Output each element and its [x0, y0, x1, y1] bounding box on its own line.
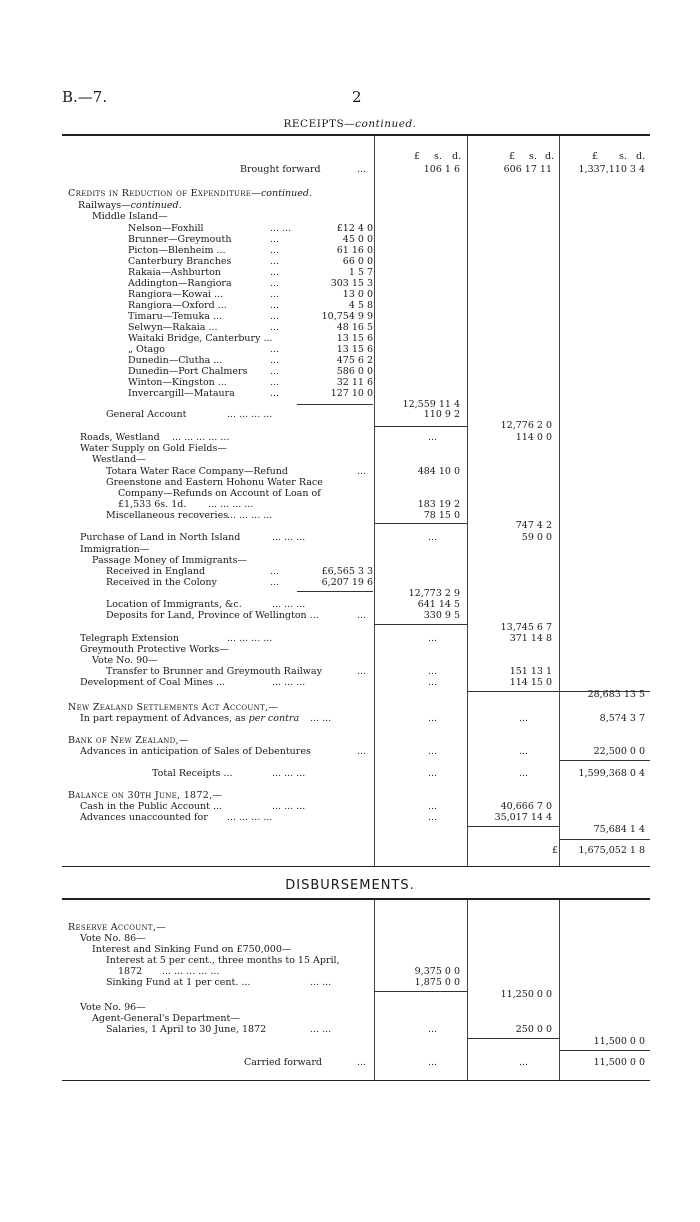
greenstone-line-3: £1,533 6s. 1d. ... ... ... ... 183 19 2 — [118, 499, 460, 510]
document-code: B.—7. — [62, 88, 108, 106]
railway-item-dots: ... — [270, 245, 280, 256]
railway-item-label: Rangiora—Kowai ... — [128, 289, 224, 300]
currency-header-row: £ s. d. £ s. d. £ s. d. — [414, 151, 646, 162]
vote-90-heading: Vote No. 90— — [92, 655, 158, 666]
received-colony-row: Received in the Colony ... 6,207 19 6 — [106, 577, 373, 588]
railway-item-value: 303 15 3 — [330, 278, 373, 289]
received-england-row: Received in England ... £6,565 3 3 — [106, 566, 373, 577]
railway-item-dots: ... ... — [270, 223, 292, 234]
railway-item-label: Nelson—Foxhill — [128, 223, 204, 234]
railway-item-value: 4 5 8 — [348, 300, 373, 311]
disbursements-title: DISBURSEMENTS. — [285, 878, 415, 893]
vote-86-heading: Vote No. 86— — [80, 933, 146, 944]
railway-item-value: 13 15 6 — [336, 333, 373, 344]
greenstone-line-2: Company—Refunds on Account of Loan of — [118, 488, 321, 499]
location-immigrants-row: Location of Immigrants, &c. ... ... ... 641 14 5 — [106, 599, 460, 610]
grand-total-row: £ 1,675,052 1 8 — [552, 845, 645, 856]
railway-item-value: 13 15 6 — [336, 344, 373, 355]
railway-item-value: 475 6 2 — [336, 355, 373, 366]
railway-item-dots: ... — [270, 377, 280, 388]
railway-item-label: Rakaia—Ashburton — [128, 267, 221, 278]
coal-mines-row: Development of Coal Mines ... ... ... ... ... 114 15 0 — [80, 677, 552, 688]
salaries-row: Salaries, 1 April to 30 June, 1872 ... ... ... 250 0 0 — [106, 1024, 552, 1035]
railway-item-dots: ... — [270, 366, 280, 377]
receipts-title: RECEIPTS—continued. — [283, 118, 417, 130]
railway-item-label: Canterbury Branches — [128, 256, 232, 267]
railway-item-label: Addington—Rangiora — [128, 278, 232, 289]
disbursements-table — [62, 898, 650, 1081]
page-number: 2 — [352, 88, 362, 106]
railway-item-value: 32 11 6 — [336, 377, 373, 388]
railway-item-dots: ... — [270, 256, 280, 267]
railway-item-value: 586 0 0 — [336, 366, 373, 377]
deposits-land-row: Deposits for Land, Province of Wellington ... ... 330 9 5 — [106, 610, 460, 621]
balance-total-row: 75,684 1 4 — [593, 824, 645, 835]
railway-item-label: Winton—Kingston ... — [128, 377, 227, 388]
railway-item-dots: ... — [270, 267, 280, 278]
credits-heading: Credits in Reduction of Expenditure—continued. — [68, 188, 312, 199]
brought-forward-row: Brought forward ... 106 1 6 606 17 11 1,337,110 3 4 — [240, 164, 645, 175]
totara-row: Totara Water Race Company—Refund ... 484 10 0 — [106, 466, 460, 477]
interest-line-2: 1872 ... ... ... ... ... 9,375 0 0 — [118, 966, 460, 977]
telegraph-row: Telegraph Extension ... ... ... ... ... 371 14 8 — [80, 633, 552, 644]
water-supply-heading: Water Supply on Gold Fields— — [80, 443, 227, 454]
railway-item-dots: ... — [270, 388, 280, 399]
purchase-land-row: Purchase of Land in North Island ... ... ... ... 59 0 0 — [80, 532, 552, 543]
vote-86-total-row: 11,250 0 0 — [500, 989, 552, 1000]
greenstone-line-1: Greenstone and Eastern Hohonu Water Race — [106, 477, 323, 488]
sinking-fund-row: Sinking Fund at 1 per cent. ... ... ... 1,875 0 0 — [106, 977, 460, 988]
general-account-row: General Account ... ... ... ... 110 9 2 — [106, 409, 460, 420]
water-supply-total-row: 747 4 2 — [515, 520, 552, 531]
railway-item-label: Picton—Blenheim ... — [128, 245, 226, 256]
balance-heading: Balance on 30th June, 1872,— — [68, 790, 223, 801]
railway-item-dots: ... — [270, 234, 280, 245]
greymouth-heading: Greymouth Protective Works— — [80, 644, 229, 655]
railway-item-dots: ... — [270, 322, 280, 333]
westland-heading: Westland— — [92, 454, 146, 465]
railway-item-value: 48 16 5 — [336, 322, 373, 333]
railway-item-value: 10,754 9 9 — [321, 311, 373, 322]
railway-item-dots: ... — [270, 278, 280, 289]
railway-item-label: Brunner—Greymouth — [128, 234, 232, 245]
interest-sinking-heading: Interest and Sinking Fund on £750,000— — [92, 944, 292, 955]
railway-item-label: Dunedin—Clutha ... — [128, 355, 223, 366]
interest-line-1: Interest at 5 per cent., three months to 15 April, — [106, 955, 340, 966]
railway-item-dots: ... — [270, 300, 280, 311]
passage-money-heading: Passage Money of Immigrants— — [92, 555, 248, 566]
railway-item-dots: ... — [270, 344, 280, 355]
railway-item-value: 61 16 0 — [336, 245, 373, 256]
railway-item-value: 66 0 0 — [342, 256, 373, 267]
railway-item-label: Waitaki Bridge, Canterbury ... — [128, 333, 273, 344]
misc-recoveries-row: Miscellaneous recoveries ... ... ... ... 78 15 0 — [106, 510, 460, 521]
bank-nz-row: Advances in anticipation of Sales of Debentures ... ... ... 22,500 0 0 — [80, 746, 645, 757]
vote-96-heading: Vote No. 96— — [80, 1002, 146, 1013]
bank-nz-heading: Bank of New Zealand,— — [68, 735, 189, 746]
transfer-row: Transfer to Brunner and Greymouth Railway ... ... 151 13 1 — [106, 666, 552, 677]
railways-total-row: 12,776 2 0 — [500, 420, 552, 431]
advances-unaccounted-row: Advances unaccounted for ... ... ... ... ... 35,017 14 4 — [80, 812, 552, 823]
railway-item-label: Dunedin—Port Chalmers — [128, 366, 248, 377]
passage-total-row: 12,773 2 9 — [408, 588, 460, 599]
railway-subtotal-row: 12,559 11 4 — [402, 399, 460, 410]
railway-item-dots: ... — [270, 311, 280, 322]
total-receipts-row: Total Receipts ... ... ... ... ... ... 1,599,368 0 4 — [152, 768, 645, 779]
railway-item-value: £12 4 0 — [336, 223, 373, 234]
middle-island-heading: Middle Island— — [92, 211, 168, 222]
reserve-account-heading: Reserve Account,— — [68, 922, 166, 933]
railway-item-value: 1 5 7 — [348, 267, 373, 278]
agent-general-heading: Agent-General's Department— — [92, 1013, 240, 1024]
railway-item-dots: ... — [270, 289, 280, 300]
roads-westland-row: Roads, Westland ... ... ... ... ... ... 114 0 0 — [80, 432, 552, 443]
reserve-total-row: 11,500 0 0 — [593, 1036, 645, 1047]
immigration-total-row: 13,745 6 7 — [500, 622, 552, 633]
cash-public-account-row: Cash in the Public Account ... ... ... ... ... 40,666 7 0 — [80, 801, 552, 812]
railway-item-label: „ Otago — [128, 344, 166, 355]
railway-item-dots: ... — [270, 355, 280, 366]
nz-settlements-row: In part repayment of Advances, as per contra ... ... ... ... 8,574 3 7 — [80, 713, 645, 724]
railway-item-value: 127 10 0 — [330, 388, 373, 399]
credits-total-row: 28,683 13 5 — [587, 689, 645, 700]
receipts-table — [62, 134, 650, 867]
railway-item-label: Timaru—Temuka ... — [128, 311, 223, 322]
carried-forward-row: Carried forward ... ... ... 11,500 0 0 — [244, 1057, 645, 1068]
railways-heading: Railways—continued. — [78, 200, 182, 211]
railway-item-value: 45 0 0 — [342, 234, 373, 245]
railway-item-label: Invercargill—Mataura — [128, 388, 235, 399]
railway-item-value: 13 0 0 — [342, 289, 373, 300]
nz-settlements-heading: New Zealand Settlements Act Account,— — [68, 702, 279, 713]
railway-item-label: Rangiora—Oxford ... — [128, 300, 227, 311]
immigration-heading: Immigration— — [80, 544, 150, 555]
railway-item-label: Selwyn—Rakaia ... — [128, 322, 218, 333]
